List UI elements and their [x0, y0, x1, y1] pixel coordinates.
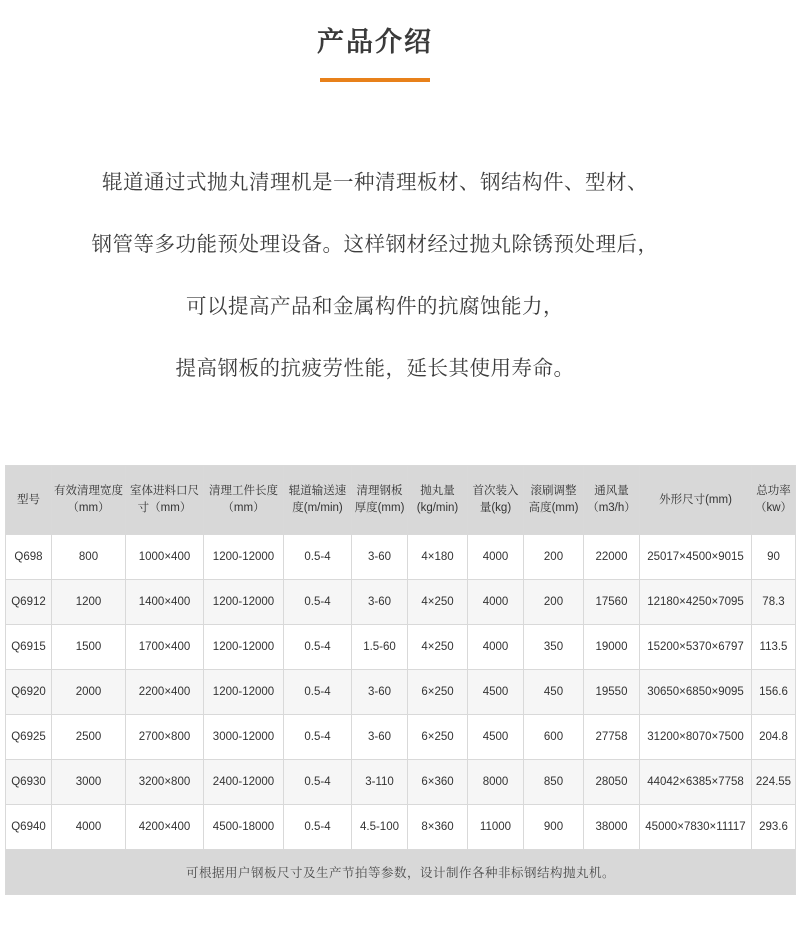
cell-clean-width: 3000: [52, 760, 126, 805]
table-row: [6, 760, 796, 805]
cell-air-volume: 22000: [584, 535, 640, 580]
cell-blasting-volume: 6×360: [408, 760, 468, 805]
cell-inlet-size: 2200×400: [126, 670, 204, 715]
cell-initial-charge: 4000: [468, 580, 524, 625]
col-header-plate-thickness: 清理钢板厚度(mm): [352, 466, 408, 535]
cell-plate-thickness: 3-60: [352, 580, 408, 625]
col-header-total-power: 总功率（kw）: [752, 466, 796, 535]
cell-overall-size: 30650×6850×9095: [640, 670, 752, 715]
col-header-blasting-volume: 抛丸量(kg/min): [408, 466, 468, 535]
cell-model: Q6925: [6, 715, 52, 760]
cell-total-power: 293.6: [752, 805, 796, 850]
cell-blasting-volume: 8×360: [408, 805, 468, 850]
cell-initial-charge: 4000: [468, 535, 524, 580]
cell-blasting-volume: 6×250: [408, 715, 468, 760]
col-header-conveying-speed: 辊道输送速度(m/min): [284, 466, 352, 535]
cell-overall-size: 45000×7830×11117: [640, 805, 752, 850]
col-header-brush-height: 滚刷调整高度(mm): [524, 466, 584, 535]
cell-plate-thickness: 3-60: [352, 535, 408, 580]
cell-brush-height: 350: [524, 625, 584, 670]
spec-table-wrap: [5, 465, 793, 895]
cell-clean-width: 800: [52, 535, 126, 580]
cell-overall-size: 15200×5370×6797: [640, 625, 752, 670]
cell-model: Q698: [6, 535, 52, 580]
col-header-inlet-size: 室体进料口尺寸（mm）: [126, 466, 204, 535]
intro-line-2: 钢管等多功能预处理设备。这样钢材经过抛丸除锈预处理后，: [91, 233, 659, 256]
cell-inlet-size: 2700×800: [126, 715, 204, 760]
cell-clean-width: 1500: [52, 625, 126, 670]
cell-brush-height: 450: [524, 670, 584, 715]
cell-model: Q6920: [6, 670, 52, 715]
cell-inlet-size: 4200×400: [126, 805, 204, 850]
cell-overall-size: 44042×6385×7758: [640, 760, 752, 805]
cell-model: Q6930: [6, 760, 52, 805]
cell-air-volume: 17560: [584, 580, 640, 625]
spec-table-head: [6, 466, 796, 535]
cell-brush-height: 600: [524, 715, 584, 760]
cell-conveying-speed: 0.5-4: [284, 670, 352, 715]
cell-blasting-volume: 4×250: [408, 580, 468, 625]
table-row: [6, 715, 796, 760]
table-row: [6, 535, 796, 580]
cell-conveying-speed: 0.5-4: [284, 535, 352, 580]
title-block: [0, 0, 750, 82]
col-header-overall-size: 外形尺寸(mm): [640, 466, 752, 535]
table-note-row: [6, 850, 796, 895]
cell-brush-height: 200: [524, 580, 584, 625]
cell-total-power: 90: [752, 535, 796, 580]
cell-model: Q6915: [6, 625, 52, 670]
cell-brush-height: 900: [524, 805, 584, 850]
cell-workpiece-length: 4500-18000: [204, 805, 284, 850]
cell-blasting-volume: 4×180: [408, 535, 468, 580]
spec-table: [5, 465, 796, 895]
cell-overall-size: 12180×4250×7095: [640, 580, 752, 625]
cell-air-volume: 28050: [584, 760, 640, 805]
cell-total-power: 204.8: [752, 715, 796, 760]
cell-workpiece-length: 1200-12000: [204, 625, 284, 670]
table-row: [6, 670, 796, 715]
cell-brush-height: 850: [524, 760, 584, 805]
table-row: [6, 805, 796, 850]
cell-plate-thickness: 3-60: [352, 715, 408, 760]
cell-initial-charge: 11000: [468, 805, 524, 850]
cell-clean-width: 1200: [52, 580, 126, 625]
col-header-initial-charge: 首次装入量(kg): [468, 466, 524, 535]
col-header-workpiece-length: 清理工件长度（mm）: [204, 466, 284, 535]
cell-clean-width: 2500: [52, 715, 126, 760]
cell-conveying-speed: 0.5-4: [284, 805, 352, 850]
cell-inlet-size: 1400×400: [126, 580, 204, 625]
table-row: [6, 625, 796, 670]
col-header-air-volume: 通风量（m3/h）: [584, 466, 640, 535]
table-header-row: [6, 466, 796, 535]
cell-air-volume: 38000: [584, 805, 640, 850]
cell-model: Q6940: [6, 805, 52, 850]
table-row: [6, 580, 796, 625]
cell-inlet-size: 3200×800: [126, 760, 204, 805]
col-header-model: 型号: [6, 466, 52, 535]
cell-air-volume: 19550: [584, 670, 640, 715]
cell-inlet-size: 1700×400: [126, 625, 204, 670]
cell-model: Q6912: [6, 580, 52, 625]
cell-plate-thickness: 3-110: [352, 760, 408, 805]
cell-workpiece-length: 1200-12000: [204, 670, 284, 715]
cell-conveying-speed: 0.5-4: [284, 625, 352, 670]
cell-clean-width: 2000: [52, 670, 126, 715]
cell-total-power: 156.6: [752, 670, 796, 715]
col-header-clean-width: 有效清理宽度（mm）: [52, 466, 126, 535]
cell-total-power: 224.55: [752, 760, 796, 805]
cell-plate-thickness: 1.5-60: [352, 625, 408, 670]
cell-initial-charge: 4500: [468, 715, 524, 760]
cell-initial-charge: 8000: [468, 760, 524, 805]
intro-paragraph: [0, 152, 750, 400]
cell-conveying-speed: 0.5-4: [284, 580, 352, 625]
cell-air-volume: 27758: [584, 715, 640, 760]
cell-brush-height: 200: [524, 535, 584, 580]
cell-plate-thickness: 4.5-100: [352, 805, 408, 850]
cell-total-power: 113.5: [752, 625, 796, 670]
cell-workpiece-length: 2400-12000: [204, 760, 284, 805]
cell-conveying-speed: 0.5-4: [284, 715, 352, 760]
cell-conveying-speed: 0.5-4: [284, 760, 352, 805]
page-title: 产品介绍: [317, 27, 433, 57]
cell-workpiece-length: 1200-12000: [204, 580, 284, 625]
cell-inlet-size: 1000×400: [126, 535, 204, 580]
spec-table-body: [6, 535, 796, 895]
intro-line-4: 提高钢板的抗疲劳性能，延长其使用寿命。: [175, 357, 575, 380]
cell-blasting-volume: 6×250: [408, 670, 468, 715]
cell-plate-thickness: 3-60: [352, 670, 408, 715]
intro-line-3: 可以提高产品和金属构件的抗腐蚀能力，: [186, 295, 564, 318]
cell-air-volume: 19000: [584, 625, 640, 670]
intro-line-1: 辊道通过式抛丸清理机是一种清理板材、钢结构件、型材、: [102, 171, 648, 194]
cell-initial-charge: 4500: [468, 670, 524, 715]
cell-workpiece-length: 3000-12000: [204, 715, 284, 760]
cell-total-power: 78.3: [752, 580, 796, 625]
cell-overall-size: 25017×4500×9015: [640, 535, 752, 580]
cell-workpiece-length: 1200-12000: [204, 535, 284, 580]
cell-blasting-volume: 4×250: [408, 625, 468, 670]
cell-clean-width: 4000: [52, 805, 126, 850]
cell-initial-charge: 4000: [468, 625, 524, 670]
cell-overall-size: 31200×8070×7500: [640, 715, 752, 760]
table-note: 可根据用户钢板尺寸及生产节拍等参数，设计制作各种非标钢结构抛丸机。: [6, 850, 796, 895]
title-underline: [320, 78, 430, 82]
